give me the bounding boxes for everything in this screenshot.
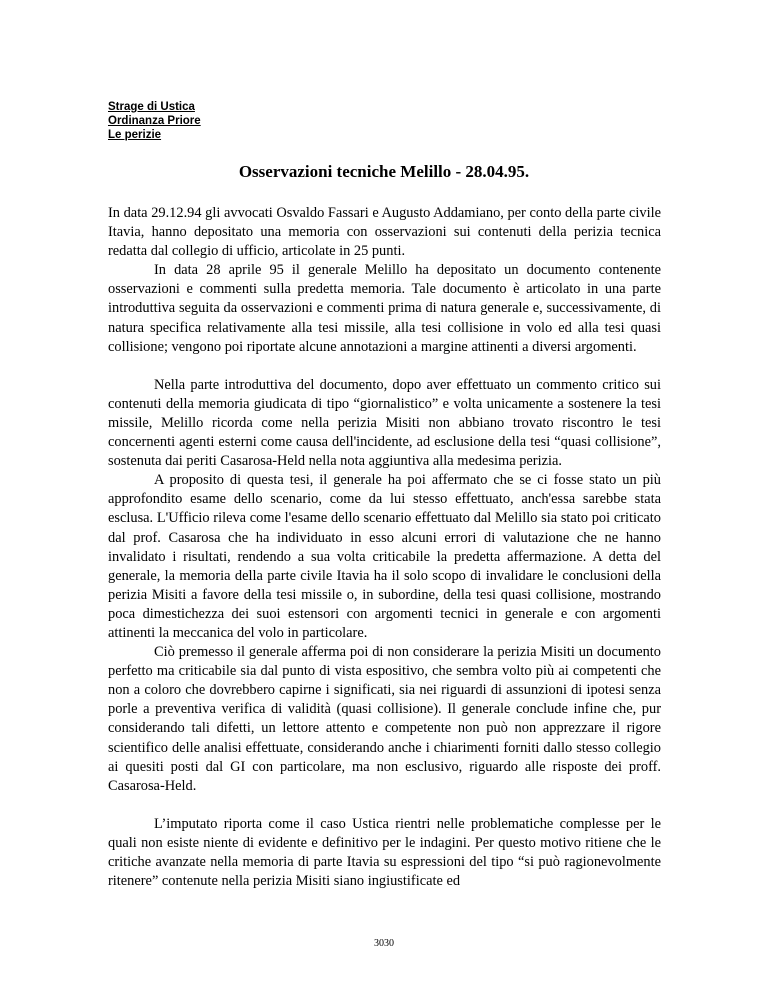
paragraph-introductory-part: Nella parte introduttiva del documento, dopo aver effettuato un commento critico sui contenuti della memoria giudicata di tipo “giornalistico” e volta unicamente a sostenere la tesi missile, Melillo ricorda come nella perizia Misiti non abbiano trovato riscontro le tesi concernenti agenti esterni come causa dell'incidente, ad esclusione della tesi “quasi collisione”, sostenuta dai periti Casarosa-Held nella nota aggiuntiva alla medesima perizia. bbox=[108, 376, 661, 470]
breadcrumb-item-perizie: Le perizie bbox=[108, 129, 162, 141]
paragraph-quasi-collision: A proposito di questa tesi, il generale ha poi affermato che se ci fosse stato un più approfondito esame dello scenario, come da lui stesso effettuato, anch'essa sarebbe stata esclusa. L'Ufficio rileva come l'esame dello scenario effettuato dal Melillo sia stato poi criticato dal prof. Casarosa che ha individuato in esso alcuni errori di valutazione che ne hanno invalidato i risultati, rendendo a sua volta criticabile la predetta affermazione. A detta del generale, la memoria della parte civile Itavia ha il solo scopo di invalidare le conclusioni della perizia Misiti a favore della tesi missile o, in subordine, della tesi quasi collisione, mostrando poca dimestichezza dei suoi estensori con argomenti tecnici in generale e con argomenti attinenti la meccanica del volo in particolare. bbox=[108, 472, 661, 641]
paragraph-melillo-document: In data 28 aprile 95 il generale Melillo ha depositato un documento contenente osservazioni e commenti sulla predetta memoria. Tale documento è articolato in una parte introduttiva seguita da osservazioni e commenti prima di natura generale e, successivamente, di natura specifica relativamente alla tesi missile, alla tesi collisione in volo ed alla tesi quasi collisione; vengono poi riportate alcune annotazioni a margine attinenti a diversi argomenti. bbox=[108, 262, 661, 355]
breadcrumb-item-strage: Strage di Ustica bbox=[108, 101, 195, 113]
breadcrumb bbox=[108, 100, 201, 142]
document-body bbox=[108, 204, 661, 891]
paragraph-intro: In data 29.12.94 gli avvocati Osvaldo Fassari e Augusto Addamiano, per conto della parte civile Itavia, hanno depositato una memoria con osservazioni sui contenuti della perizia tecnica redatta dal collegio di ufficio, articolate in 25 punti. bbox=[108, 205, 661, 260]
page-title: Osservazioni tecniche Melillo - 28.04.95. bbox=[238, 162, 530, 181]
page-number: 3030 bbox=[374, 938, 394, 949]
paragraph-misiti-critique: Ciò premesso il generale afferma poi di non considerare la perizia Misiti un documento perfetto ma criticabile sia dal punto di vista espositivo, che sembra volto più ai competenti che non a coloro che dovrebbero capirne i significati, sia nei riguardi di assunzioni di ipotesi senza porle a preventiva verifica di validità (quasi collisione). Il generale conclude infine che, pur considerando tali difetti, un lettore attento e competente non può non apprezzare il rigore scientifico delle analisi effettuate, considerando anche i chiarimenti forniti dallo stesso collegio ai quesiti posti dal GI con particolare, ma non esclusivo, riguardo alle risposte dei proff. Casarosa-Held. bbox=[108, 644, 661, 794]
breadcrumb-item-ordinanza: Ordinanza Priore bbox=[108, 115, 201, 127]
paragraph-ustica-case: L’imputato riporta come il caso Ustica rientri nelle problematiche complesse per le quali non esiste niente di evidente e definitivo per le indagini. Per questo motivo ritiene che le critiche avanzate nella memoria di parte Itavia su espressioni del tipo “si può ragionevolmente ritenere” contenute nella perizia Misiti siano ingiustificate ed bbox=[108, 815, 661, 890]
